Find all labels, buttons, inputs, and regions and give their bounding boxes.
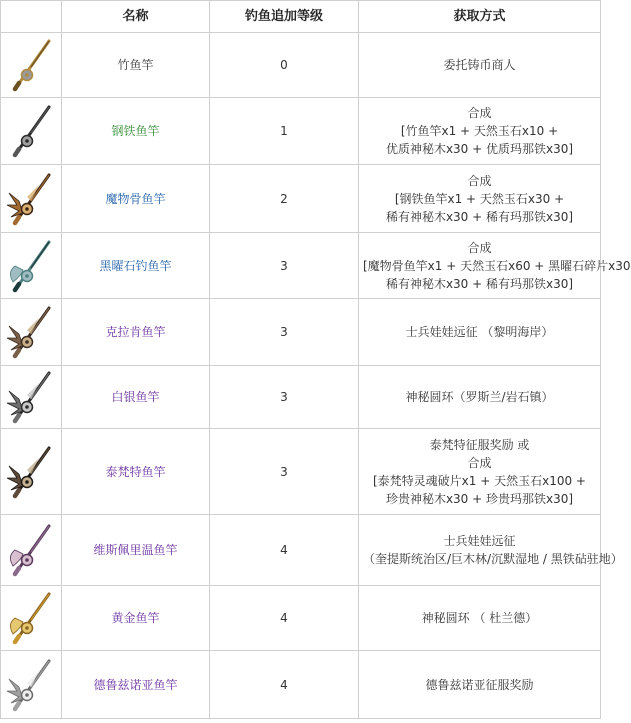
fishing-level: 4 (210, 515, 359, 586)
acquisition-line: （奎提斯统治区/巨木林/沉默湿地 / 黑铁砧驻地） (363, 552, 623, 566)
acquisition-line: 委托铸币商人 (443, 58, 516, 72)
header-level: 钓鱼追加等级 (210, 1, 359, 33)
acquisition-method (359, 586, 601, 651)
rod-name: 魔物骨鱼竿 (62, 165, 210, 233)
fishing-level: 1 (210, 98, 359, 165)
steel-fishing-rod-icon (1, 98, 62, 165)
rod-name: 竹鱼竿 (62, 33, 210, 98)
table-row (1, 651, 601, 719)
rod-name: 白银鱼竿 (62, 366, 210, 429)
acquisition-line: 优质神秘木x30 + 优质玛那铁x30] (385, 142, 574, 156)
fishing-level: 3 (210, 299, 359, 366)
acquisition-line: 德鲁兹诺亚征服奖励 (425, 677, 534, 692)
acquisition-method (359, 651, 601, 719)
fishing-level: 2 (210, 165, 359, 233)
rod-name: 德鲁兹诺亚鱼竿 (62, 651, 210, 719)
table-row (1, 33, 601, 98)
acquisition-line: 神秘圆环 （ 杜兰德） (421, 611, 538, 625)
fishing-level: 3 (210, 233, 359, 299)
acquisition-line: 合成 (467, 455, 492, 470)
acquisition-line: 士兵娃娃远征 (443, 534, 516, 548)
table-header-row (1, 1, 601, 33)
acquisition-method (359, 233, 631, 299)
rod-name: 维斯佩里温鱼竿 (62, 515, 210, 586)
acquisition-line: [钢铁鱼竿x1 + 天然玉石x30 + (394, 191, 565, 206)
header-name: 名称 (62, 1, 210, 33)
fishing-level: 3 (210, 366, 359, 429)
table-row (1, 299, 601, 366)
acquisition-line: 士兵娃娃远征 （黎明海岸） (405, 325, 554, 339)
acquisition-line: 稀有神秘木x30 + 稀有玛那铁x30] (385, 209, 574, 224)
fishing-level: 3 (210, 429, 359, 515)
silver-fishing-rod-icon (1, 366, 62, 429)
acquisition-method (359, 366, 601, 429)
monster-bone-fishing-rod-icon (1, 165, 62, 233)
kraken-fishing-rod-icon (1, 299, 62, 366)
table-row (1, 98, 601, 165)
table-row (1, 165, 601, 233)
acquisition-line: 珍贵神秘木x30 + 珍贵玛那铁x30] (385, 491, 574, 506)
acquisition-line: 神秘圆环（罗斯兰/岩石镇） (405, 390, 554, 404)
rod-name: 钢铁鱼竿 (62, 98, 210, 165)
tyrant-fishing-rod-icon (1, 429, 62, 515)
table-row (1, 586, 601, 651)
table-row (1, 233, 601, 299)
rod-name: 黑曜石钓鱼竿 (62, 233, 210, 299)
acquisition-method (359, 33, 601, 98)
fishing-level: 4 (210, 586, 359, 651)
acquisition-method (359, 165, 601, 233)
acquisition-line: [竹鱼竿x1 + 天然玉石x10 + (400, 124, 559, 138)
table-row (1, 429, 601, 515)
vespereon-fishing-rod-icon (1, 515, 62, 586)
fishing-level: 4 (210, 651, 359, 719)
table-row (1, 366, 601, 429)
acquisition-line: 稀有神秘木x30 + 稀有玛那铁x30] (385, 276, 574, 291)
acquisition-line: [魔物骨鱼竿x1 + 天然玉石x60 + 黑曜石碎片x30 (363, 258, 631, 273)
rod-name: 黄金鱼竿 (62, 586, 210, 651)
rod-name: 克拉肯鱼竿 (62, 299, 210, 366)
acquisition-method (359, 98, 601, 165)
acquisition-line: 合成 (467, 240, 492, 255)
acquisition-line: 合成 (467, 106, 492, 120)
table-row (1, 515, 601, 586)
fishing-level: 0 (210, 33, 359, 98)
golden-fishing-rod-icon (1, 586, 62, 651)
header-icon-column (1, 1, 62, 33)
bamboo-fishing-rod-icon (1, 33, 62, 98)
rod-name: 泰梵特鱼竿 (62, 429, 210, 515)
acquisition-method (359, 299, 601, 366)
obsidian-fishing-rod-icon (1, 233, 62, 299)
acquisition-line: 合成 (467, 173, 492, 188)
acquisition-method (359, 515, 623, 586)
acquisition-method (359, 429, 601, 515)
druzenia-fishing-rod-icon (1, 651, 62, 719)
acquisition-line: [泰梵特灵魂破片x1 + 天然玉石x100 + (373, 473, 586, 488)
acquisition-line: 泰梵特征服奖励 或 (429, 437, 530, 452)
header-source: 获取方式 (359, 1, 601, 33)
